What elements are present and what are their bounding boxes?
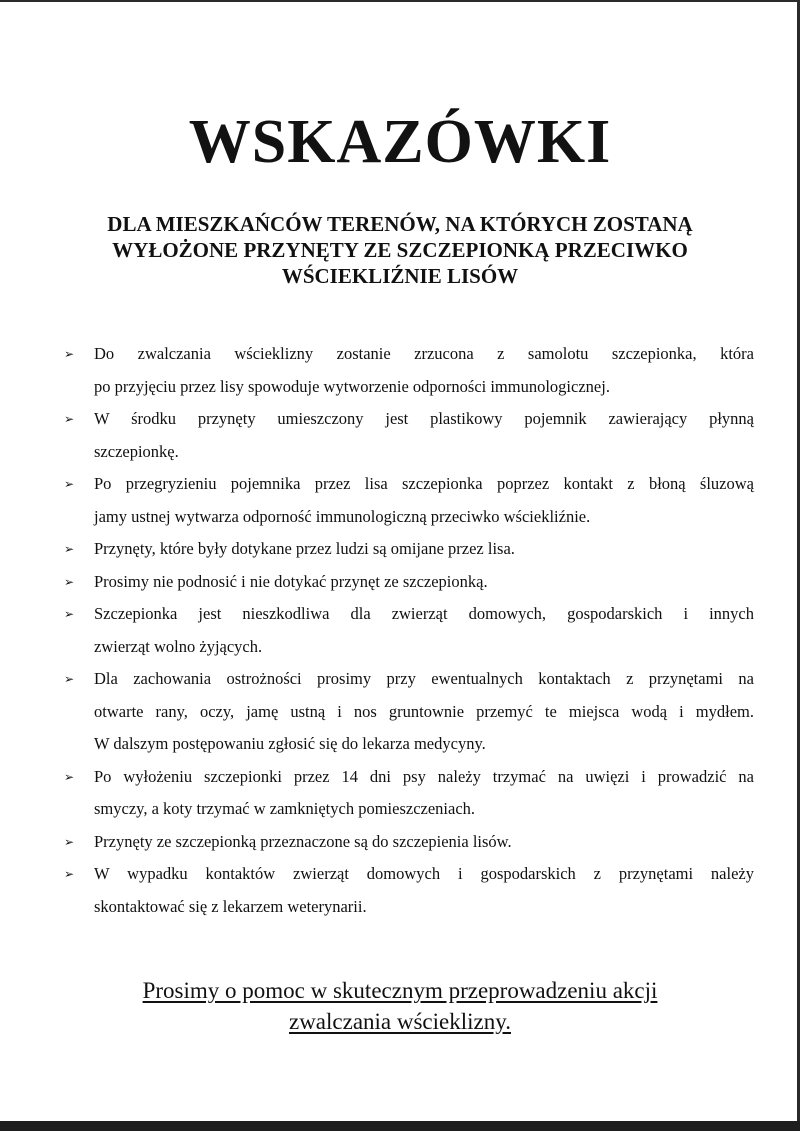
list-item-line: Przynęty ze szczepionką przeznaczone są do szczepienia lisów.	[94, 831, 512, 851]
arrow-bullet-icon: ➢	[64, 477, 75, 491]
subtitle-line: WŚCIEKLIŹNIE LISÓW	[281, 264, 519, 288]
list-item-line: Do zwalczania wścieklizny zostanie zrzucona z samolotu szczepionka, która	[94, 344, 754, 363]
list-item	[62, 468, 754, 533]
arrow-bullet-icon: ➢	[64, 542, 75, 556]
arrow-bullet-icon: ➢	[64, 574, 75, 589]
list-item	[62, 533, 754, 566]
list-item-line: Prosimy nie podnosić i nie dotykać przynęt ze szczepionką.	[94, 571, 488, 591]
subtitle-line: WYŁOŻONE PRZYNĘTY ZE SZCZEPIONKĄ PRZECIWKO	[112, 238, 688, 262]
arrow-bullet-icon: ➢	[64, 607, 75, 621]
arrow-bullet-icon: ➢	[64, 672, 75, 686]
arrow-bullet-icon: ➢	[64, 834, 75, 849]
scan-edge-top	[0, 0, 800, 2]
list-item-line: W wypadku kontaktów zwierząt domowych i gospodarskich z przynętami należy	[94, 864, 754, 883]
list-item	[62, 826, 754, 859]
arrow-bullet-icon: ➢	[64, 347, 75, 361]
list-item-line: Dla zachowania ostrożności prosimy przy ewentualnych kontaktach z przynętami na	[94, 669, 754, 688]
closing-appeal	[60, 975, 740, 1037]
list-item-line: jamy ustnej wytwarza odporność immunologiczną przeciwko wściekliźnie.	[94, 506, 591, 526]
list-item-line: Po przegryzieniu pojemnika przez lisa szczepionka poprzez kontakt z błoną śluzową	[94, 474, 754, 493]
list-item	[62, 761, 754, 826]
guidance-list	[62, 338, 754, 923]
document-title: WSKAZÓWKI	[188, 108, 612, 176]
list-item-line: skontaktować się z lekarzem weterynarii.	[94, 896, 367, 916]
list-item-line: W środku przynęty umieszczony jest plastikowy pojemnik zawierający płynną	[94, 409, 754, 428]
closing-line: Prosimy o pomoc w skutecznym przeprowadzeniu akcji	[142, 978, 658, 1003]
list-item-line: szczepionkę.	[94, 441, 179, 461]
arrow-bullet-icon: ➢	[64, 769, 75, 784]
list-item	[62, 663, 754, 761]
list-item-line: Przynęty, które były dotykane przez ludzi są omijane przez lisa.	[94, 539, 515, 558]
list-item	[62, 338, 754, 403]
list-item	[62, 566, 754, 599]
list-item	[62, 403, 754, 468]
list-item-line: smyczy, a koty trzymać w zamkniętych pomieszczeniach.	[94, 799, 476, 818]
list-item-line: po przyjęciu przez lisy spowoduje wytworzenie odporności immunologicznej.	[94, 376, 610, 396]
arrow-bullet-icon: ➢	[64, 412, 75, 426]
document-subtitle	[40, 211, 760, 289]
arrow-bullet-icon: ➢	[64, 867, 75, 881]
closing-line: zwalczania wścieklizny.	[288, 1009, 511, 1034]
list-item-line: W dalszym postępowaniu zgłosić się do lekarza medycyny.	[94, 734, 486, 753]
list-item	[62, 858, 754, 923]
list-item-line: Po wyłożeniu szczepionki przez 14 dni psy należy trzymać na uwięzi i prowadzić na	[94, 766, 754, 786]
list-item-line: Szczepionka jest nieszkodliwa dla zwierząt domowych, gospodarskich i innych	[94, 604, 754, 623]
list-item	[62, 598, 754, 663]
list-item-line: zwierząt wolno żyjących.	[94, 636, 263, 656]
subtitle-line: DLA MIESZKAŃCÓW TERENÓW, NA KTÓRYCH ZOSTANĄ	[107, 212, 693, 236]
list-item-line: otwarte rany, oczy, jamę ustną i nos gruntownie przemyć te miejsca wodą i mydłem.	[94, 701, 754, 721]
scan-edge-bottom	[0, 1121, 800, 1131]
